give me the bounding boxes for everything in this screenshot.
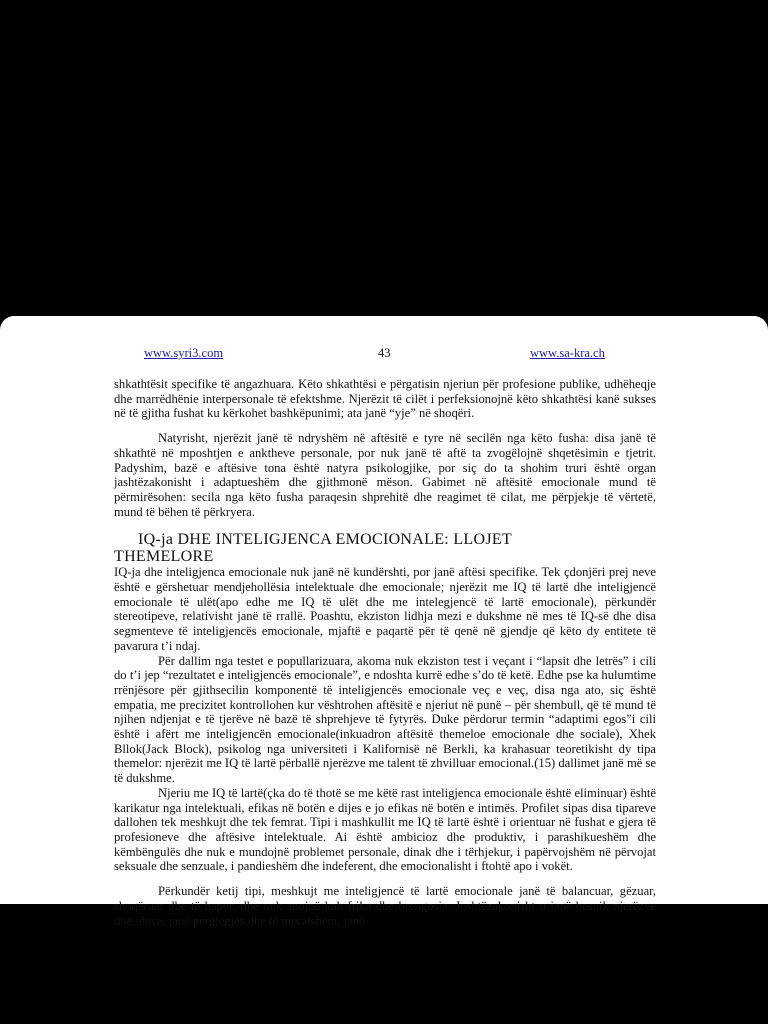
page-number: 43 xyxy=(378,346,391,360)
page-header xyxy=(0,346,768,362)
paragraph-5: Njeriu me IQ të lartë(çka do të thotë se me këtë rast inteligjenca emocionale është eliminuar) është karikatur nga intelektuali, efikas në botën e dijes e jo efikas në botën e intimës. Profilet sipas disa tipareve dallohen tek meshkujt dhe tek femrat. Tipi i mashkullit me IQ të lartë është i orientuar në fushat e gjera të profesioneve dhe aftësive intelektuale. Ai është ambicioz dhe produktiv, i parashikueshëm dhe këmbëngulës dhe nuk e mundojnë problemet personale, dinak dhe i tërhjekur, i papërvojshëm në përvojat seksuale dhe senzuale, i pandieshëm dhe indeferent, dhe emocionalisht i ftohtë apo i vokët. xyxy=(114,785,656,874)
paragraph-3: IQ-ja dhe inteligjenca emocionale nuk janë në kundërshti, por janë aftësi specifike. Tek çdonjëri prej neve është e gërshetuar mendjehollësia intelektuale dhe emocionale; njerëzit me IQ të lartë dhe inteligjencë emocionale të ulët(apo edhe me IQ të ulët dhe me intelegjencë të lartë emocionale), përkundër stereotipeve, relativisht janë të rrallë. Poashtu, ekziston lidhja mezi e dukshme në mes të IQ-së dhe disa segmenteve të inteligjencës emocionale, mjaftë e paqartë për të qenë në gjendje që këto dy entitete të pavarura t’i ndaj. xyxy=(114,565,656,653)
paragraph-1: shkathtësit specifike të angazhuara. Këto shkathtësi e përgatisin njeriun për profesione publike, udhëheqje dhe marrëdhënie interpersonale të efektshme. Njerëzit të cilët i perfeksionojnë këto shkathtësi kanë sukses në të gjitha fushat ku kërkohet bashkëpunimi; ata janë “yje” në shoqëri. xyxy=(114,377,656,421)
section-heading-line1: IQ-ja DHE INTELIGJENCA EMOCIONALE: LLOJET xyxy=(138,531,513,549)
header-right-link[interactable]: www.sa-kra.ch xyxy=(530,346,605,360)
paragraph-6: Përkundër ketij tipi, meshkujt me inteligjencë të lartë emocionale janë të balancuar, gëzuar, shoqëruar dhe të hapur, dhe nuk anojnë kah frika dhe brengosja. Joshtëzakonisht u janë besnik njerëzve dhe ideve, janë përgjegjës dhe të moralshëm, janë xyxy=(114,884,656,928)
header-left-link[interactable]: www.syri3.com xyxy=(144,346,224,360)
section-heading xyxy=(114,531,656,565)
section-heading-line2: THEMELORE xyxy=(114,548,214,566)
paragraph-4: Për dallim nga testet e popullarizuara, akoma nuk ekziston test i veçant i “lapsit dhe letrës” i cili do t’i jep “rezultatet e inteligjencës emocionale”, e ndoshta kurrë edhe s’do të ketë. Edhe pse ka hulumtime rrënjësore për gjithsecilin komponentë të inteligjencës emocionale veç e veç, disa nga ato, siç është empatia, me precizitet kontrollohen kur vështrohen aftësitë e njeriut në punë – për shembull, që të mund të njihen ndjenjat e të tjerëve në bazë të shprehjeve të fytyrës. Duke përdorur termin “adaptimi egos”i cili është i afërt me inteligjencën emocionale(inkuadron aftësitë themeloe emocionale dhe sociale), Xhek Bllok(Jack Block), psikolog nga universiteti i Kalifornisë në Berkli, ka krahasuar teoretikisht dy tipa themelor: njerëzit me IQ të lartë përballë njerëzve me talent të zhvilluar emocional.(15) dallimet janë më se të dukshme. xyxy=(114,653,656,786)
page-content xyxy=(114,377,656,928)
document-page xyxy=(0,316,768,928)
paragraph-2: Natyrisht, njerëzit janë të ndryshëm në aftësitë e tyre në secilën nga këto fusha: disa janë të shkathtë në mposhtjen e anktheve personale, por nuk janë të aftë ta zvogëlojnë shqetësimin e tjetrit. Padyshim, bazë e aftësive tona është natyra psikologjike, por siç do ta shohim truri është organ jashtëzakonisht i adaptueshëm dhe gjithmonë mëson. Gabimet në aftësitë emocionale mund të përmirësohen: secila nga këto fusha paraqesin shprehitë dhe reagimet të cilat, me përpjekje të vërtetë, mund të bëhen të përkryera. xyxy=(114,431,656,519)
